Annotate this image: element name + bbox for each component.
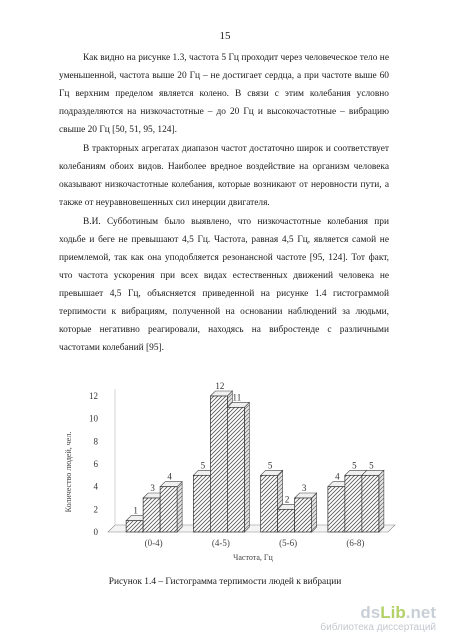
bar	[227, 407, 244, 532]
bar-value-label: 4	[335, 471, 340, 482]
bar-value-label: 5	[352, 460, 357, 471]
bar-value-label: 4	[167, 471, 172, 482]
bar-value-label: 11	[232, 392, 242, 403]
paragraph-2: В тракторных агрегатах диапазон частот достаточно широк и соответствует колебаниям обоих видов. Наиболее вредное воздействие на организм человека оказывают низкочастотные колебания, которые возникают от неровности пути, а также от неуравновешенных сил инерции двигателя.	[59, 144, 389, 208]
bar	[345, 475, 362, 532]
dslib-watermark	[320, 604, 436, 633]
paragraph-1: Как видно на рисунке 1.3, частота 5 Гц проходит через человеческое тело не уменьшенной, частота выше 20 Гц – не достигает сердца, а при частоте выше 60 Гц верхним пределом является колено. В связи с этим колебания условно подразделяются на низкочастотные – до 20 Гц и высокочастотные – вибрацию свыше 20 Гц [50, 51, 95, 124].	[59, 53, 389, 135]
bar-value-label: 5	[200, 460, 206, 471]
bar-value-label: 1	[133, 505, 138, 516]
chart-bars	[126, 391, 384, 532]
y-tick-label: 0	[93, 527, 98, 537]
bar	[126, 521, 143, 532]
y-tick-label: 8	[93, 436, 98, 447]
bar-value-label: 3	[150, 483, 155, 493]
bar	[328, 487, 345, 532]
y-tick-label: 2	[93, 504, 98, 515]
bar	[278, 509, 295, 532]
bar	[193, 475, 210, 532]
bar-value-label: 12	[215, 381, 225, 391]
bar-value-label: 3	[301, 483, 307, 493]
y-tick-label: 12	[89, 391, 98, 401]
bar-side	[379, 470, 384, 532]
page-number: 15	[219, 30, 231, 42]
bar	[362, 475, 379, 532]
bar	[143, 498, 160, 532]
x-category-label: (4-5)	[211, 538, 230, 548]
bar	[210, 396, 227, 532]
watermark-subtitle: библиотека диссертаций	[320, 622, 436, 633]
bar	[160, 487, 177, 532]
x-axis-label: Частота, Гц	[233, 553, 273, 562]
bar-value-label: 5	[369, 460, 374, 471]
x-category-label: (6-8)	[346, 538, 365, 548]
y-tick-label: 10	[89, 413, 98, 424]
x-category-label: (0-4)	[144, 538, 163, 548]
bar-side	[312, 493, 317, 532]
figure-caption: Рисунок 1.4 – Гистограмма терпимости людей к вибрации	[108, 577, 342, 587]
tolerance-histogram	[60, 378, 400, 573]
bar-side	[177, 482, 182, 532]
x-category-label: (5-6)	[279, 538, 298, 548]
histogram-figure	[60, 378, 400, 573]
bar-side	[244, 402, 249, 532]
paragraph-3: В.И. Субботиным было выявлено, что низкочастотные колебания при ходьбе и беге не превышают 4,5 Гц. Частота, равная 4,5 Гц, является самой не приемлемой, так как она уподобляется резонансной частоте [95, 124]. Тот факт, что частота ускорения при всех видах естественных движений человека не превышает 4,5 Гц, объясняется приведенной на рисунке 1.4 гистограммой терпимости к вибрациям, полученной на основании наблюдений за людьми, которые негативно реагировали, находясь на вибростенде с различными частотами колебаний [95].	[59, 217, 389, 353]
watermark-logo: dsLib.net	[360, 603, 436, 622]
bar	[295, 498, 312, 532]
bar	[261, 475, 278, 532]
y-axis-label: Количество людей, чел.	[64, 431, 73, 513]
y-tick-label: 4	[93, 481, 98, 492]
y-tick-label: 6	[93, 459, 98, 469]
bar-value-label: 5	[267, 460, 273, 471]
bar-value-label: 2	[284, 494, 290, 505]
